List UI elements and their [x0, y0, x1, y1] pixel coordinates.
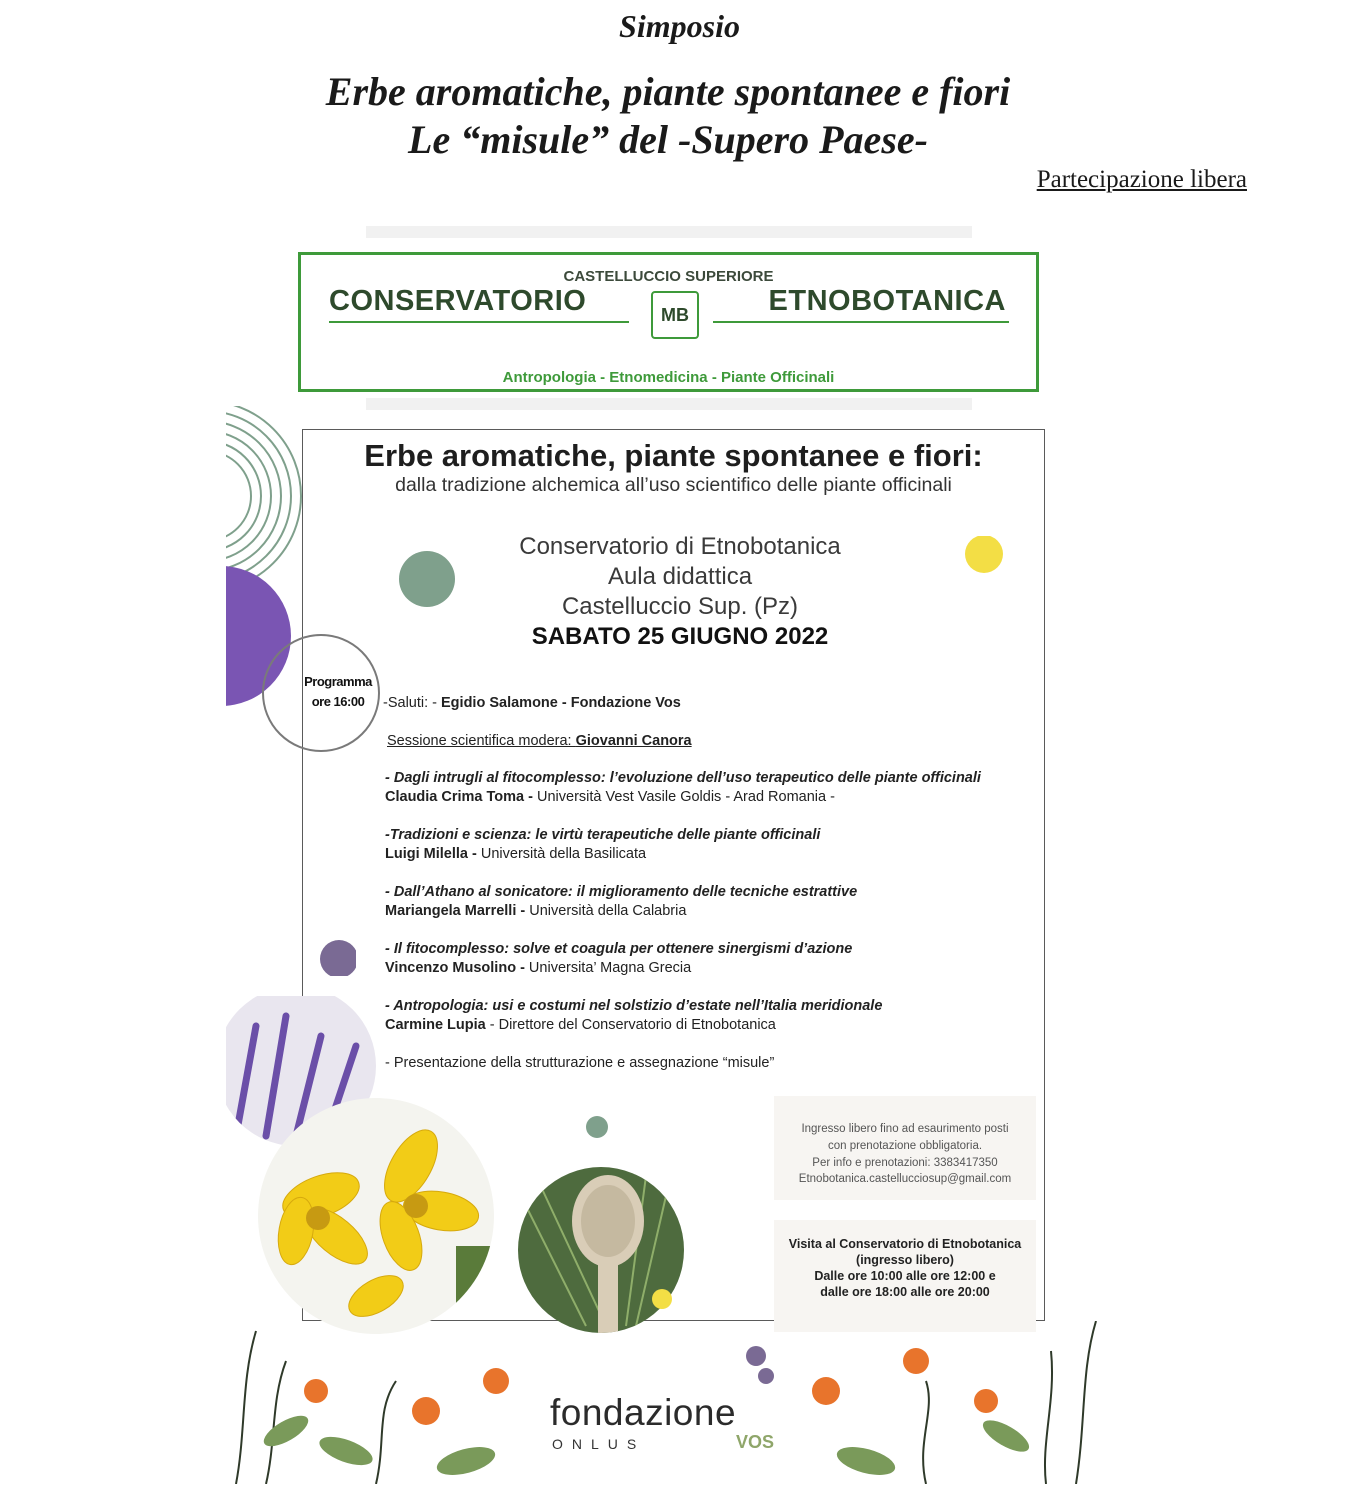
kicker-text: Simposio — [619, 8, 740, 44]
venue-line: Castelluccio Sup. (Pz) — [561, 593, 799, 620]
event-poster — [226, 226, 1112, 1484]
closing-item: - Presentazione della strutturazione e assegnazione “misule” — [385, 1055, 775, 1071]
talk-item: - Il fitocomplesso: solve et coagula per ottenere sinergismi d’azione Vincenzo Musolino - Universita’ Magna Grecia — [385, 941, 853, 976]
booking-info-line: Ingresso libero fino ad esaurimento posti — [801, 1123, 1009, 1135]
visit-line: Dalle ore 10:00 alle ore 12:00 e — [814, 1269, 996, 1283]
mb-emblem-icon: MB — [651, 291, 699, 339]
rosemary-photo-icon — [516, 1166, 686, 1341]
booking-email: Etnobotanica.castellucciosup@gmail.com — [798, 1173, 1012, 1185]
talk-item: - Antropologia: usi e costumi nel solstizio d’estate nell’Italia meridionale Carmine Lupia - Direttore del Conservatorio di Etnobotanica — [385, 998, 883, 1033]
logo-rule-right — [713, 321, 1009, 323]
logo-left-word: CONSERVATORIO — [329, 285, 587, 317]
visit-line: (ingresso libero) — [856, 1253, 954, 1267]
logo-bottom-text: Antropologia - Etnomedicina - Piante Officinali — [502, 369, 835, 386]
plant-photos — [226, 996, 696, 1346]
visit-line: dalle ore 18:00 alle ore 20:00 — [820, 1285, 990, 1299]
sponsor-logo-word: fondazione — [550, 1392, 737, 1433]
poster-subheading: dalla tradizione alchemica all’uso scientifico delle piante officinali — [395, 474, 952, 496]
venue-line: Conservatorio di Etnobotanica — [519, 533, 841, 560]
venue-line: Aula didattica — [607, 563, 753, 590]
sponsor-vos: VOS — [736, 1432, 775, 1452]
concentric-rings-icon — [226, 406, 301, 591]
talk-item: -Tradizioni e scienza: le virtù terapeutiche delle piante officinali Luigi Milella - Università della Basilicata — [385, 827, 821, 862]
poster-heading: Erbe aromatiche, piante spontanee e fiori: — [364, 438, 983, 473]
page-title-line1: Erbe aromatiche, piante spontanee e fiori — [325, 69, 1011, 114]
booking-info-line: con prenotazione obbligatoria. — [827, 1140, 983, 1152]
hypericum-photo-icon — [256, 1096, 506, 1336]
logo-right-word: ETNOBOTANICA — [768, 285, 1006, 317]
top-grey-bar — [366, 226, 972, 238]
event-date: SABATO 25 GIUGNO 2022 — [531, 623, 829, 650]
session-line: Sessione scientifica modera: Giovanni Canora — [387, 733, 692, 749]
yellow-dot-icon — [652, 1289, 672, 1309]
sage-dot-icon — [399, 551, 455, 607]
programme-label: Programma ore 16:00 — [304, 674, 372, 709]
sponsor-onlus: ONLUS — [552, 1436, 646, 1452]
greetings-line: -Saluti: - Egidio Salamone - Fondazione Vos — [383, 695, 681, 711]
booking-info-line: Per info e prenotazioni: 3383417350 — [812, 1157, 998, 1169]
bottom-grey-bar — [366, 398, 972, 410]
visit-line: Visita al Conservatorio di Etnobotanica — [788, 1237, 1022, 1251]
conservatorio-logo — [298, 252, 1039, 392]
page-title-line2: Le “misule” del -Supero Paese- — [408, 117, 928, 162]
yellow-dot-icon — [965, 536, 1003, 573]
talk-item: - Dall’Athano al sonicatore: il miglioramento delle tecniche estrattive Mariangela Marrelli - Università della Calabria — [385, 884, 858, 919]
logo-rule-left — [329, 321, 629, 323]
logo-top-text: CASTELLUCCIO SUPERIORE — [563, 268, 774, 285]
participation-note: Partecipazione libera — [1036, 166, 1247, 193]
talk-item: - Dagli intrugli al fitocomplesso: l’evoluzione dell’uso terapeutico delle piante officinali Claudia Crima Toma - Università Vest Vasile Goldis - Arad Romania - — [385, 770, 981, 805]
